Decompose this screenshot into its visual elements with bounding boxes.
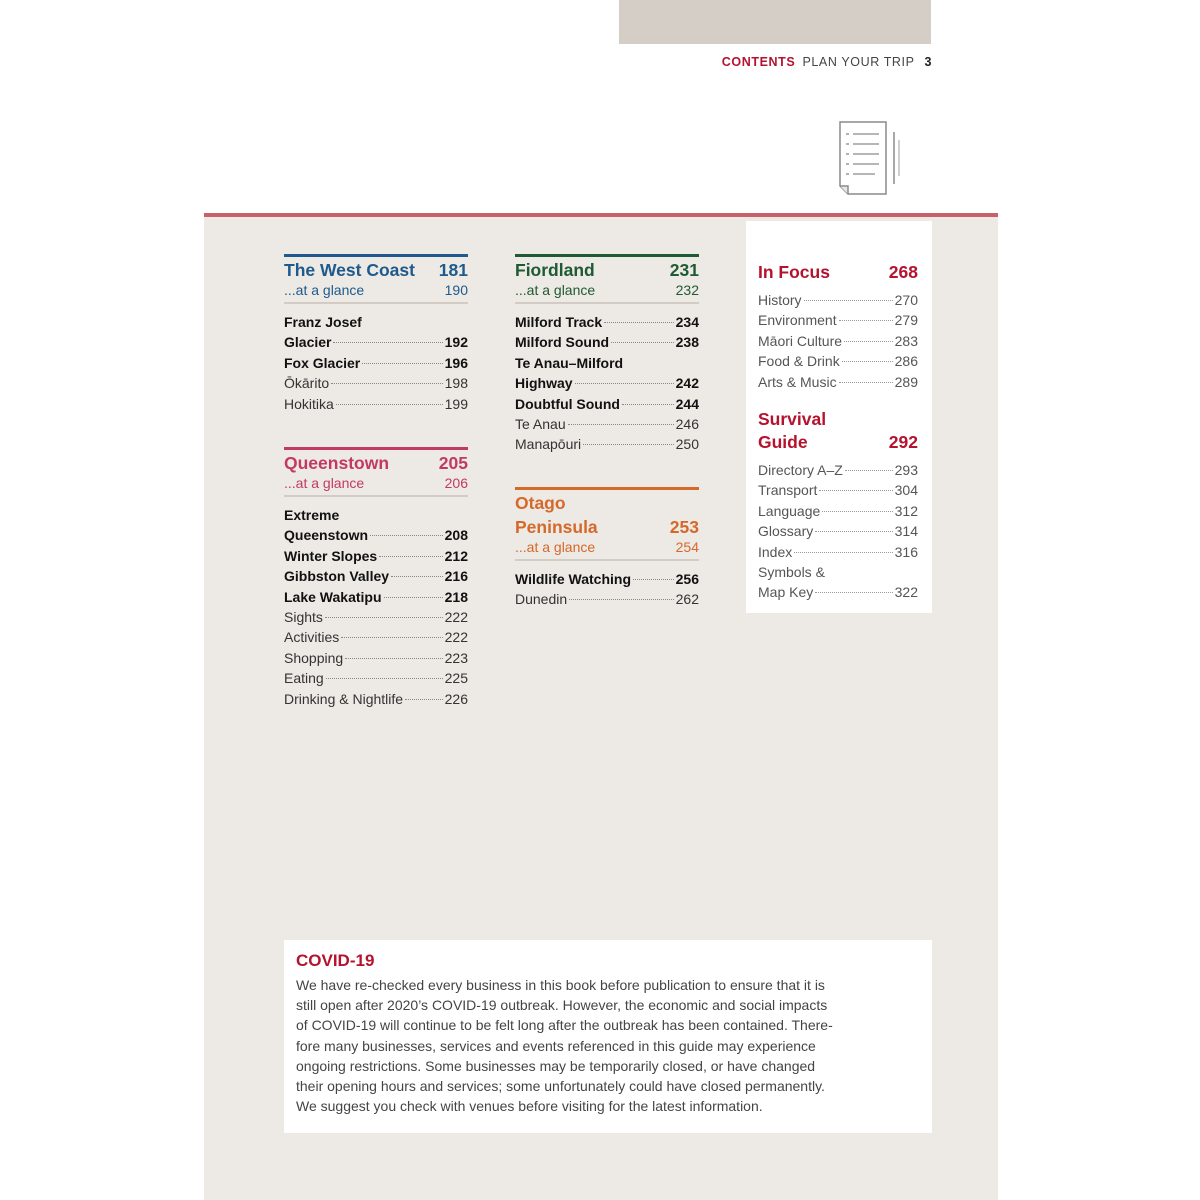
dot-leader bbox=[331, 383, 443, 384]
fiordland-glance[interactable] bbox=[515, 281, 699, 304]
toc-entry[interactable] bbox=[284, 546, 468, 566]
dot-leader bbox=[839, 382, 893, 383]
west-coast-heading[interactable] bbox=[284, 257, 468, 281]
glance-label: ...at a glance bbox=[284, 282, 365, 298]
covid-body bbox=[296, 975, 920, 1116]
covid-line: their opening hours and services; some unfortunately could have closed permanently. bbox=[296, 1078, 825, 1095]
toc-entry[interactable] bbox=[284, 566, 468, 586]
running-head-subsection: PLAN YOUR TRIP bbox=[802, 55, 915, 69]
dot-leader bbox=[569, 599, 673, 600]
entry-page: 270 bbox=[894, 292, 918, 308]
in-focus-title: In Focus bbox=[758, 262, 830, 282]
toc-entry[interactable] bbox=[284, 394, 468, 414]
dot-leader bbox=[391, 576, 443, 577]
west-coast-items bbox=[284, 312, 468, 414]
dot-leader bbox=[622, 404, 674, 405]
otago-heading-line1[interactable] bbox=[515, 490, 699, 514]
toc-entry[interactable] bbox=[515, 312, 699, 332]
in-focus-heading[interactable] bbox=[758, 261, 918, 284]
otago-title-line1: Otago bbox=[515, 493, 566, 513]
covid-line: ongoing restrictions. Some businesses may be temporarily closed, or have changed bbox=[296, 1057, 816, 1074]
entry-label: Glossary bbox=[758, 523, 814, 540]
entry-label: Highway bbox=[515, 375, 573, 392]
dot-leader bbox=[333, 342, 442, 343]
dot-leader bbox=[839, 320, 893, 321]
entry-page: 312 bbox=[894, 502, 918, 519]
entry-label: Activities bbox=[284, 629, 340, 646]
west-coast-glance[interactable] bbox=[284, 281, 468, 304]
entry-page: 192 bbox=[444, 334, 468, 351]
entry-label: Milford Sound bbox=[515, 334, 610, 351]
entry-label: History bbox=[758, 292, 802, 308]
entry-page: 322 bbox=[894, 584, 918, 601]
toc-entry[interactable] bbox=[284, 373, 468, 393]
entry-label: Winter Slopes bbox=[284, 547, 378, 564]
contents-document-icon bbox=[832, 118, 904, 198]
back-matter-list bbox=[758, 261, 918, 603]
entry-page: 244 bbox=[675, 395, 699, 412]
entry-page: 234 bbox=[675, 314, 699, 330]
toc-entry[interactable] bbox=[284, 587, 468, 607]
toc-west-coast bbox=[284, 254, 468, 414]
queenstown-glance[interactable] bbox=[284, 474, 468, 497]
entry-page: 242 bbox=[675, 375, 699, 392]
entry-page: 262 bbox=[675, 591, 699, 608]
entry-label: Shopping bbox=[284, 649, 344, 666]
toc-fiordland bbox=[515, 254, 699, 455]
queenstown-page: 205 bbox=[438, 453, 468, 473]
entry-page: 226 bbox=[444, 690, 468, 707]
toc-entry[interactable] bbox=[758, 310, 918, 330]
survival-guide-items bbox=[758, 460, 918, 603]
west-coast-section bbox=[284, 254, 468, 414]
toc-entry[interactable] bbox=[284, 312, 468, 332]
toc-entry[interactable] bbox=[758, 331, 918, 351]
entry-label: Extreme bbox=[284, 507, 340, 523]
entry-label: Māori Culture bbox=[758, 332, 843, 349]
entry-label: Te Anau–Milford bbox=[515, 354, 624, 371]
toc-entry[interactable] bbox=[284, 505, 468, 525]
entry-page: 246 bbox=[675, 416, 699, 433]
otago-glance[interactable] bbox=[515, 538, 699, 561]
dot-leader bbox=[345, 658, 442, 659]
dot-leader bbox=[611, 342, 674, 343]
survival-guide-heading-line1[interactable] bbox=[758, 408, 918, 431]
covid-line: We suggest you check with venues before visiting for the latest information. bbox=[296, 1098, 763, 1115]
toc-entry[interactable] bbox=[758, 460, 918, 480]
entry-page: 293 bbox=[894, 462, 918, 479]
dot-leader bbox=[362, 363, 442, 364]
entry-page: 279 bbox=[894, 312, 918, 329]
entry-label: Map Key bbox=[758, 584, 814, 601]
covid-title: COVID-19 bbox=[296, 951, 375, 970]
survival-guide-title-line2: Guide bbox=[758, 432, 808, 453]
toc-entry[interactable] bbox=[758, 582, 918, 602]
entry-label: Hokitika bbox=[284, 395, 334, 412]
entry-label: Te Anau bbox=[515, 416, 566, 433]
toc-entry[interactable] bbox=[515, 569, 699, 589]
toc-entry[interactable] bbox=[758, 290, 918, 310]
entry-page: 250 bbox=[675, 436, 699, 453]
toc-entry[interactable] bbox=[515, 332, 699, 352]
entry-page: 208 bbox=[444, 527, 468, 544]
in-focus-page: 268 bbox=[888, 262, 918, 282]
toc-entry[interactable] bbox=[758, 521, 918, 541]
dot-leader bbox=[384, 597, 443, 598]
dot-leader bbox=[815, 592, 892, 593]
otago-title-line2: Peninsula bbox=[515, 517, 598, 537]
entry-label: Fox Glacier bbox=[284, 354, 361, 371]
entry-label: Dunedin bbox=[515, 591, 568, 608]
toc-entry[interactable] bbox=[758, 501, 918, 521]
entry-label: Directory A–Z bbox=[758, 462, 843, 479]
otago-page: 253 bbox=[669, 517, 699, 537]
entry-label: Index bbox=[758, 543, 793, 560]
entry-page: 196 bbox=[444, 354, 468, 371]
toc-entry[interactable] bbox=[284, 607, 468, 627]
entry-page: 225 bbox=[444, 670, 468, 687]
otago-heading-line2[interactable] bbox=[515, 514, 699, 538]
entry-label: Milford Track bbox=[515, 314, 603, 330]
entry-page: 218 bbox=[444, 588, 468, 605]
toc-entry[interactable] bbox=[515, 434, 699, 454]
entry-label: Food & Drink bbox=[758, 353, 840, 370]
dot-leader bbox=[794, 552, 892, 553]
west-coast-page: 181 bbox=[438, 260, 468, 280]
entry-page: 222 bbox=[444, 609, 468, 626]
dot-leader bbox=[815, 531, 892, 532]
queenstown-heading[interactable] bbox=[284, 450, 468, 474]
toc-entry[interactable] bbox=[758, 542, 918, 562]
toc-entry[interactable] bbox=[758, 372, 918, 392]
glance-page: 190 bbox=[444, 282, 468, 298]
dot-leader bbox=[325, 617, 443, 618]
dot-leader bbox=[604, 322, 674, 323]
entry-label: Drinking & Nightlife bbox=[284, 690, 404, 707]
glance-label: ...at a glance bbox=[515, 539, 596, 555]
entry-label: Franz Josef bbox=[284, 314, 362, 330]
running-head bbox=[722, 55, 932, 69]
entry-label: Environment bbox=[758, 312, 837, 329]
dot-leader bbox=[845, 470, 893, 471]
glance-label: ...at a glance bbox=[515, 282, 596, 298]
toc-entry[interactable] bbox=[515, 353, 699, 373]
entry-label: Language bbox=[758, 502, 821, 519]
top-tab-decoration bbox=[619, 0, 931, 44]
entry-label: Wildlife Watching bbox=[515, 571, 632, 587]
dot-leader bbox=[568, 424, 674, 425]
survival-guide-title-line1: Survival bbox=[758, 409, 827, 430]
toc-queenstown bbox=[284, 447, 468, 709]
entry-page: 286 bbox=[894, 353, 918, 370]
queenstown-title: Queenstown bbox=[284, 453, 390, 473]
queenstown-section bbox=[284, 447, 468, 709]
entry-page: 198 bbox=[444, 375, 468, 392]
dot-leader bbox=[842, 361, 893, 362]
entry-label: Glacier bbox=[284, 334, 332, 351]
dot-leader bbox=[336, 404, 443, 405]
fiordland-heading[interactable] bbox=[515, 257, 699, 281]
entry-label: Symbols & bbox=[758, 564, 825, 581]
toc-entry[interactable] bbox=[515, 394, 699, 414]
fiordland-page: 231 bbox=[669, 260, 699, 280]
covid-line: fore many businesses, services and events referenced in this guide may experience bbox=[296, 1037, 816, 1054]
glance-page: 232 bbox=[675, 282, 699, 298]
dot-leader bbox=[819, 490, 892, 491]
entry-page: 238 bbox=[675, 334, 699, 351]
otago-section bbox=[515, 487, 699, 610]
entry-label: Sights bbox=[284, 609, 323, 626]
running-head-section: CONTENTS bbox=[721, 55, 796, 69]
toc-entry[interactable] bbox=[284, 353, 468, 373]
queenstown-items bbox=[284, 505, 468, 709]
entry-page: 289 bbox=[894, 373, 918, 390]
entry-label: Lake Wakatipu bbox=[284, 588, 382, 605]
fiordland-items bbox=[515, 312, 699, 455]
toc-otago bbox=[515, 487, 699, 610]
toc-entry[interactable] bbox=[284, 668, 468, 688]
covid-line: of COVID-19 will continue to be felt long after the outbreak has been contained. There- bbox=[296, 1017, 833, 1034]
survival-guide-page: 292 bbox=[888, 432, 918, 453]
toc-entry[interactable] bbox=[284, 648, 468, 668]
entry-label: Doubtful Sound bbox=[515, 395, 620, 412]
toc-entry[interactable] bbox=[284, 627, 468, 647]
fiordland-section bbox=[515, 254, 699, 455]
entry-page: 304 bbox=[894, 482, 918, 499]
dot-leader bbox=[575, 383, 674, 384]
dot-leader bbox=[633, 579, 674, 580]
entry-label: Gibbston Valley bbox=[284, 568, 390, 585]
entry-page: 223 bbox=[444, 649, 468, 666]
toc-entry[interactable] bbox=[758, 562, 918, 582]
toc-entry[interactable] bbox=[284, 689, 468, 709]
entry-page: 256 bbox=[675, 571, 699, 587]
covid-line: still open after 2020’s COVID-19 outbreak. However, the economic and social impacts bbox=[296, 997, 828, 1014]
entry-page: 199 bbox=[444, 395, 468, 412]
toc-entry[interactable] bbox=[515, 414, 699, 434]
entry-page: 314 bbox=[894, 523, 918, 540]
entry-label: Transport bbox=[758, 482, 818, 499]
dot-leader bbox=[370, 535, 443, 536]
toc-entry[interactable] bbox=[284, 525, 468, 545]
covid-line: We have re-checked every business in this book before publication to ensure that it is bbox=[296, 977, 825, 993]
glance-page: 254 bbox=[675, 539, 699, 555]
otago-items bbox=[515, 569, 699, 610]
covid-notice bbox=[284, 940, 932, 1133]
entry-label: Arts & Music bbox=[758, 373, 837, 390]
entry-label: Ōkārito bbox=[284, 375, 330, 392]
entry-page: 316 bbox=[894, 543, 918, 560]
dot-leader bbox=[405, 699, 443, 700]
entry-page: 212 bbox=[444, 547, 468, 564]
dot-leader bbox=[822, 511, 892, 512]
entry-label: Manapōuri bbox=[515, 436, 582, 453]
toc-entry[interactable] bbox=[515, 373, 699, 393]
dot-leader bbox=[379, 556, 442, 557]
west-coast-title: The West Coast bbox=[284, 260, 415, 280]
entry-label: Eating bbox=[284, 670, 324, 687]
glance-page: 206 bbox=[444, 475, 468, 491]
toc-entry[interactable] bbox=[515, 589, 699, 609]
dot-leader bbox=[326, 678, 443, 679]
glance-label: ...at a glance bbox=[284, 475, 365, 491]
page-number: 3 bbox=[924, 55, 932, 69]
dot-leader bbox=[583, 444, 673, 445]
entry-page: 216 bbox=[444, 568, 468, 585]
entry-page: 222 bbox=[444, 629, 468, 646]
toc-entry[interactable] bbox=[758, 480, 918, 500]
dot-leader bbox=[804, 300, 893, 301]
spacer bbox=[758, 392, 918, 408]
entry-label: Queenstown bbox=[284, 527, 369, 544]
toc-back-matter-box bbox=[746, 221, 932, 613]
dot-leader bbox=[341, 637, 442, 638]
in-focus-items bbox=[758, 290, 918, 392]
toc-entry[interactable] bbox=[284, 332, 468, 352]
survival-guide-heading-line2[interactable] bbox=[758, 431, 918, 454]
dot-leader bbox=[844, 341, 893, 342]
entry-page: 283 bbox=[894, 332, 918, 349]
toc-entry[interactable] bbox=[758, 351, 918, 371]
fiordland-title: Fiordland bbox=[515, 260, 595, 280]
